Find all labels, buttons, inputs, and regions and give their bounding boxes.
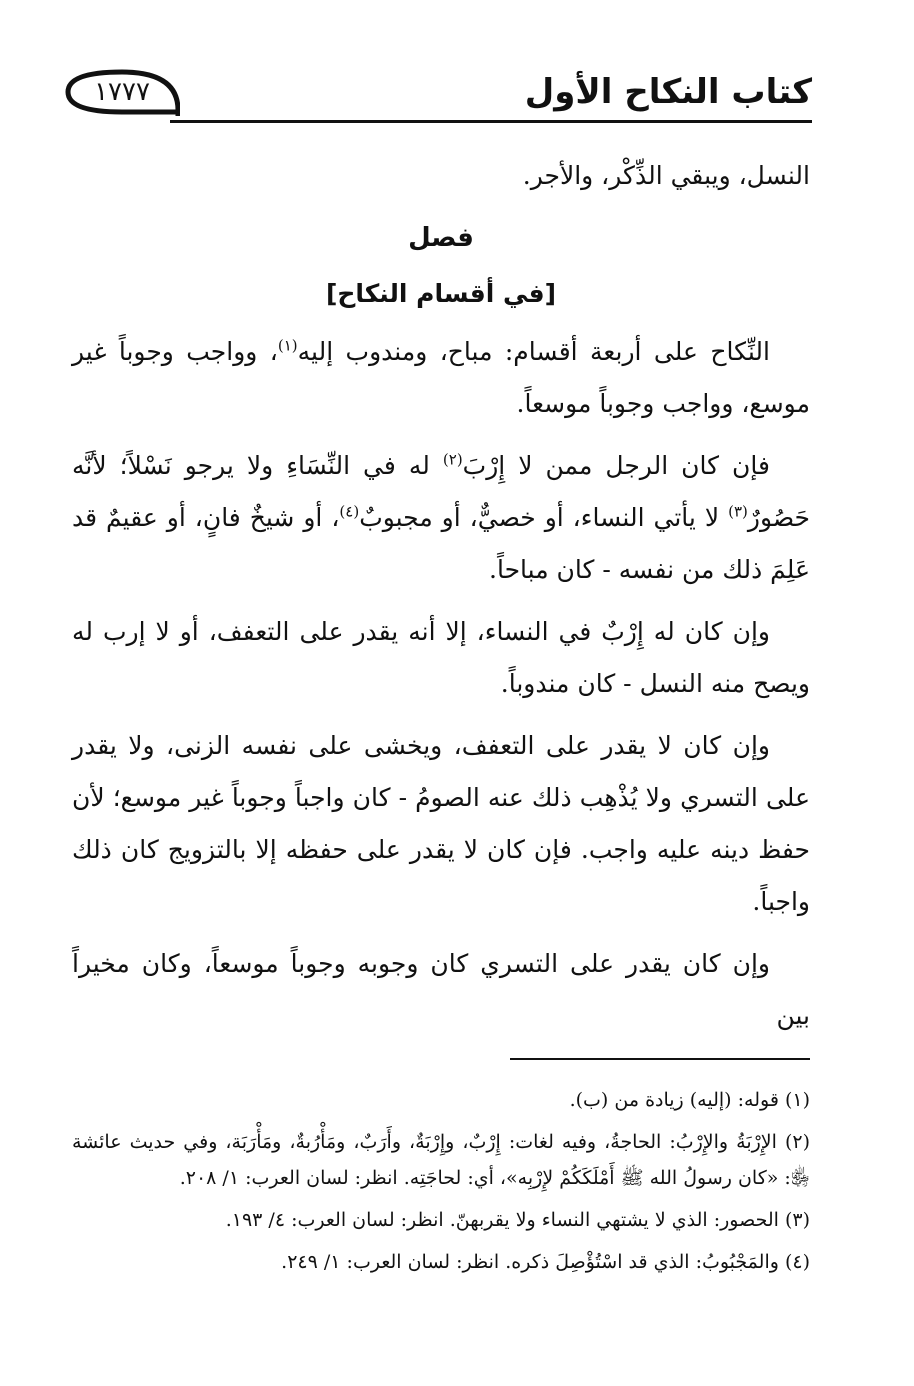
paragraph-5: وإن كان يقدر على التسري كان وجوبه وجوباً موسعاً، وكان مخيراً بين bbox=[72, 949, 810, 1030]
footnote-3: (٣) الحصور: الذي لا يشتهي النساء ولا يقربهنّ. انظر: لسان العرب: ٤/ ١٩٣. bbox=[225, 1209, 810, 1231]
page-number-badge bbox=[62, 68, 180, 116]
paragraph-2: فإن كان الرجل ممن لا إِرْبَ$^{(٢)}$ له في النِّسَاءِ ولا يرجو نَسْلاً؛ لأنَّه حَصُورٌ$^{(٣)}$ لا يأتي النساء، أو خصيٌّ، أو مجبوبٌ$^{(٤)}$، أو شيخٌ فانٍ، أو عقيمٌ قد عَلِمَ ذلك من نفسه - كان مباحاً. bbox=[72, 450, 810, 584]
header-rule bbox=[170, 120, 812, 123]
continuation-line: النسل، ويبقي الذِّكْر، والأجر. bbox=[522, 161, 810, 190]
footnote-rule bbox=[510, 1058, 810, 1060]
page-header bbox=[62, 62, 812, 124]
footnote-ref-1[interactable]: (١) bbox=[277, 336, 298, 355]
footnote-2: (٢) الإِرْبَةُ والإِرْبُ: الحاجةُ، وفيه لغات: إِرْبٌ، وإِرْبَةٌ، وأَرَبٌ، ومَأْرُبةٌ، ومَأْرَبَة، وفي حديث عائشة ﵂: «كان رسولُ الله ﷺ أَمْلَكَكُمْ لإِرْبِه»، أي: لحاجَتِه. انظر: لسان العرب: ١/ ٢٠٨. bbox=[72, 1131, 810, 1189]
footnote-ref-3[interactable]: (٣) bbox=[728, 502, 748, 521]
main-text bbox=[72, 150, 810, 1052]
footnote-4: (٤) والمَجْبُوبُ: الذي قد اسْتُؤْصِلَ ذكره. انظر: لسان العرب: ١/ ٢٤٩. bbox=[281, 1251, 810, 1273]
paragraph-4: وإن كان لا يقدر على التعفف، ويخشى على نفسه الزنى، ولا يقدر على التسري ولا يُذْهِب ذلك عنه الصومُ - كان واجباً وجوباً غير موسع؛ لأن حفظ دينه عليه واجب. فإن كان لا يقدر على حفظه إلا بالتزويج كان ذلك واجباً. bbox=[72, 731, 810, 916]
subsection-heading: [في أقسام النكاح] bbox=[325, 279, 557, 308]
page-number: ١٧٧٧ bbox=[94, 77, 150, 107]
footnotes bbox=[72, 1082, 810, 1286]
paragraph-1: النِّكاح على أربعة أقسام: مباح، ومندوب إليه$^{(١)}$، وواجب وجوباً غير موسع، وواجب وجوباً موسعاً. bbox=[72, 336, 810, 418]
footnote-1: (١) قوله: (إليه) زيادة من (ب). bbox=[569, 1089, 810, 1111]
section-heading: فصل bbox=[408, 223, 474, 253]
book-title: كتاب النكاح الأول bbox=[524, 72, 812, 112]
footnote-ref-2[interactable]: (٢) bbox=[442, 450, 463, 469]
paragraph-3: وإن كان له إِرْبٌ في النساء، إلا أنه يقدر على التعفف، أو لا إرب له ويصح منه النسل - كان مندوباً. bbox=[72, 617, 810, 698]
footnote-ref-4[interactable]: (٤) bbox=[339, 502, 360, 521]
